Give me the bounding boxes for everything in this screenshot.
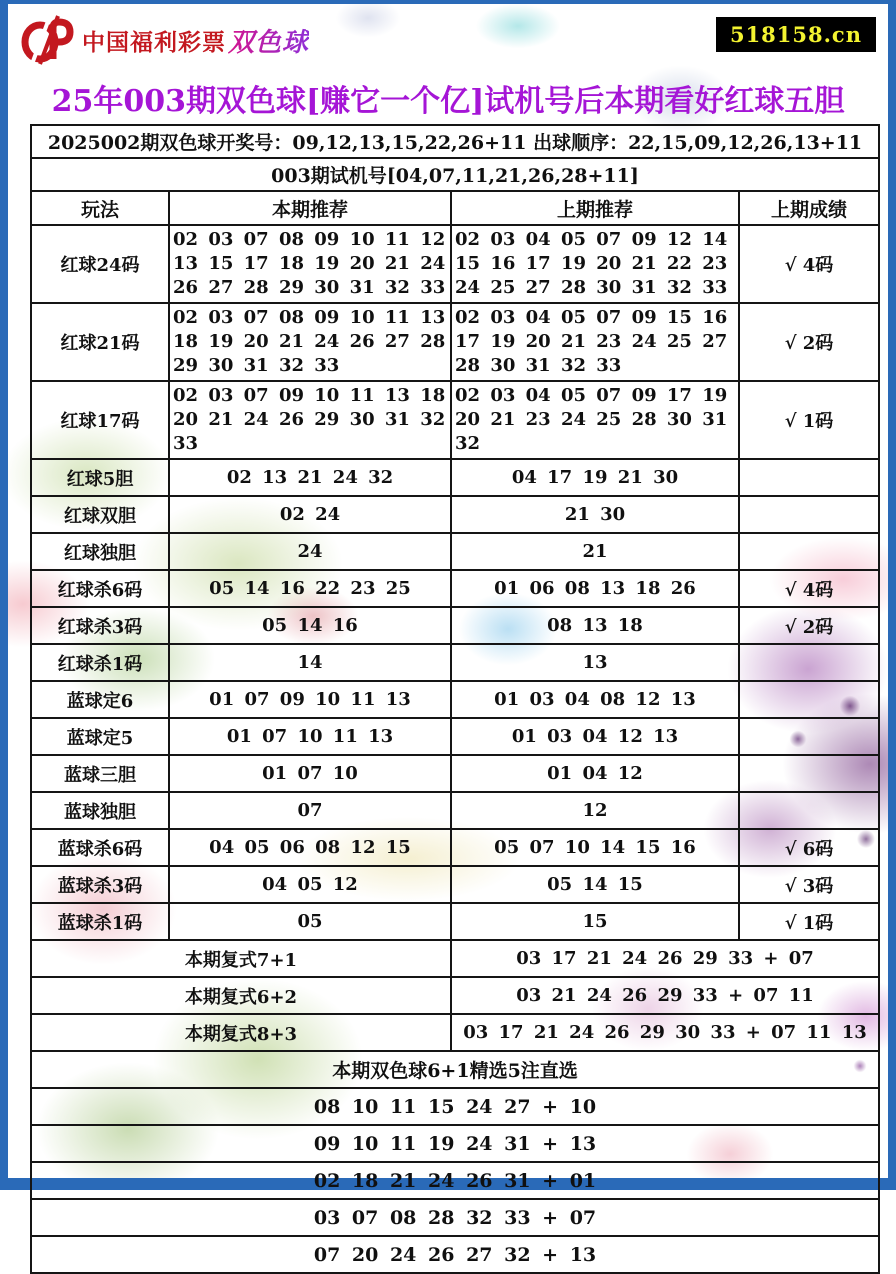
- fushi-row: [31, 940, 879, 977]
- play-type-label: 蓝球独胆: [31, 792, 169, 829]
- previous-score: √ 6码: [739, 829, 879, 866]
- previous-score: [739, 755, 879, 792]
- play-type-label: 红球5胆: [31, 459, 169, 496]
- test-number-text: 003期试机号[04,07,11,21,26,28+11]: [31, 158, 879, 191]
- current-recommendation: 05 14 16 22 23 25: [169, 570, 451, 607]
- previous-score: √ 1码: [739, 903, 879, 940]
- fushi-numbers: 03 21 24 26 29 33 + 07 11: [451, 977, 879, 1014]
- current-recommendation: 14: [169, 644, 451, 681]
- fushi-numbers: 03 17 21 24 26 29 33 + 07: [451, 940, 879, 977]
- header: [8, 4, 888, 74]
- fushi-row: [31, 1014, 879, 1051]
- logo-brand: 双色球: [228, 22, 309, 59]
- table-row: [31, 718, 879, 755]
- table-row: [31, 225, 879, 303]
- play-type-label: 红球双胆: [31, 496, 169, 533]
- current-recommendation: 02 03 07 08 09 10 11 13 18 19 20 21 24 26 27 28 29 30 31 32 33: [169, 303, 451, 381]
- current-recommendation: 05 14 16: [169, 607, 451, 644]
- previous-score: √ 2码: [739, 607, 879, 644]
- previous-recommendation: 13: [451, 644, 739, 681]
- test-number-row: [31, 158, 879, 191]
- page-title: 25年003期双色球[赚它一个亿]试机号后本期看好红球五胆: [51, 84, 845, 119]
- previous-score: [739, 644, 879, 681]
- previous-recommendation: 05 14 15: [451, 866, 739, 903]
- table-row: [31, 303, 879, 381]
- current-recommendation: 07: [169, 792, 451, 829]
- current-recommendation: 01 07 09 10 11 13: [169, 681, 451, 718]
- current-recommendation: 02 03 07 09 10 11 13 18 20 21 24 26 29 30 31 32 33: [169, 381, 451, 459]
- fushi-label: 本期复式7+1: [31, 940, 451, 977]
- play-type-label: 蓝球定6: [31, 681, 169, 718]
- previous-score: [739, 533, 879, 570]
- table-row: [31, 459, 879, 496]
- current-recommendation: 04 05 12: [169, 866, 451, 903]
- play-type-label: 蓝球定5: [31, 718, 169, 755]
- play-type-label: 红球21码: [31, 303, 169, 381]
- previous-recommendation: 12: [451, 792, 739, 829]
- previous-score: [739, 496, 879, 533]
- previous-recommendation: 21: [451, 533, 739, 570]
- pick-numbers: 09 10 11 19 24 31 + 13: [31, 1125, 879, 1162]
- table-row: [31, 755, 879, 792]
- previous-score: √ 1码: [739, 381, 879, 459]
- play-type-label: 蓝球杀1码: [31, 903, 169, 940]
- previous-score: [739, 718, 879, 755]
- previous-recommendation: 15: [451, 903, 739, 940]
- fushi-label: 本期复式8+3: [31, 1014, 451, 1051]
- previous-recommendation: 21 30: [451, 496, 739, 533]
- pick-row: [31, 1125, 879, 1162]
- table-row: [31, 829, 879, 866]
- previous-recommendation: 02 03 04 05 07 09 15 16 17 19 20 21 23 24 25 27 28 30 31 32 33: [451, 303, 739, 381]
- previous-recommendation: 01 06 08 13 18 26: [451, 570, 739, 607]
- previous-recommendation: 01 03 04 08 12 13: [451, 681, 739, 718]
- table-row: [31, 681, 879, 718]
- previous-score: [739, 681, 879, 718]
- previous-recommendation: 04 17 19 21 30: [451, 459, 739, 496]
- pick-row: [31, 1088, 879, 1125]
- previous-recommendation: 02 03 04 05 07 09 17 19 20 21 23 24 25 28 30 31 32: [451, 381, 739, 459]
- current-recommendation: 01 07 10: [169, 755, 451, 792]
- picks-title: 本期双色球6+1精选5注直选: [31, 1051, 879, 1088]
- play-type-label: 红球17码: [31, 381, 169, 459]
- logo: [20, 14, 309, 66]
- current-recommendation: 02 13 21 24 32: [169, 459, 451, 496]
- draw-result-text: 2025002期双色球开奖号：09,12,13,15,22,26+11 出球顺序：22,15,09,12,26,13+11: [31, 125, 879, 158]
- current-recommendation: 01 07 10 11 13: [169, 718, 451, 755]
- table-row: [31, 570, 879, 607]
- table-row: [31, 903, 879, 940]
- previous-score: √ 4码: [739, 570, 879, 607]
- play-type-label: 蓝球杀6码: [31, 829, 169, 866]
- current-recommendation: 05: [169, 903, 451, 940]
- header-previous: 上期推荐: [451, 191, 739, 225]
- play-type-label: 蓝球杀3码: [31, 866, 169, 903]
- previous-recommendation: 08 13 18: [451, 607, 739, 644]
- table-row: [31, 496, 879, 533]
- previous-score: √ 2码: [739, 303, 879, 381]
- logo-text: 中国福利彩票: [82, 29, 226, 56]
- pick-numbers: 03 07 08 28 32 33 + 07: [31, 1199, 879, 1236]
- play-type-label: 红球24码: [31, 225, 169, 303]
- play-type-label: 红球独胆: [31, 533, 169, 570]
- table-row: [31, 381, 879, 459]
- previous-score: [739, 792, 879, 829]
- header-current: 本期推荐: [169, 191, 451, 225]
- previous-recommendation: 05 07 10 14 15 16: [451, 829, 739, 866]
- current-recommendation: 24: [169, 533, 451, 570]
- picks-title-row: [31, 1051, 879, 1088]
- pick-row: [31, 1236, 879, 1273]
- previous-score: [739, 459, 879, 496]
- play-type-label: 红球杀6码: [31, 570, 169, 607]
- pick-row: [31, 1162, 879, 1199]
- pick-numbers: 08 10 11 15 24 27 + 10: [31, 1088, 879, 1125]
- pick-numbers: 02 18 21 24 26 31 + 01: [31, 1162, 879, 1199]
- play-type-label: 蓝球三胆: [31, 755, 169, 792]
- prediction-table: [30, 124, 880, 1274]
- header-score: 上期成绩: [739, 191, 879, 225]
- table-row: [31, 533, 879, 570]
- previous-recommendation: 01 03 04 12 13: [451, 718, 739, 755]
- site-badge: 518158.cn: [716, 17, 876, 52]
- previous-score: √ 4码: [739, 225, 879, 303]
- table-row: [31, 644, 879, 681]
- table-header-row: [31, 191, 879, 225]
- pick-numbers: 07 20 24 26 27 32 + 13: [31, 1236, 879, 1273]
- table-row: [31, 792, 879, 829]
- previous-recommendation: 01 04 12: [451, 755, 739, 792]
- fushi-label: 本期复式6+2: [31, 977, 451, 1014]
- play-type-label: 红球杀1码: [31, 644, 169, 681]
- play-type-label: 红球杀3码: [31, 607, 169, 644]
- previous-score: √ 3码: [739, 866, 879, 903]
- table-row: [31, 866, 879, 903]
- current-recommendation: 04 05 06 08 12 15: [169, 829, 451, 866]
- table-row: [31, 607, 879, 644]
- draw-result-row: [31, 125, 879, 158]
- pick-row: [31, 1199, 879, 1236]
- fushi-numbers: 03 17 21 24 26 29 30 33 + 07 11 13: [451, 1014, 879, 1051]
- china-welfare-lottery-icon: [20, 14, 74, 66]
- current-recommendation: 02 24: [169, 496, 451, 533]
- fushi-row: [31, 977, 879, 1014]
- previous-recommendation: 02 03 04 05 07 09 12 14 15 16 17 19 20 21 22 23 24 25 27 28 30 31 32 33: [451, 225, 739, 303]
- current-recommendation: 02 03 07 08 09 10 11 12 13 15 17 18 19 20 21 24 26 27 28 29 30 31 32 33: [169, 225, 451, 303]
- header-play-type: 玩法: [31, 191, 169, 225]
